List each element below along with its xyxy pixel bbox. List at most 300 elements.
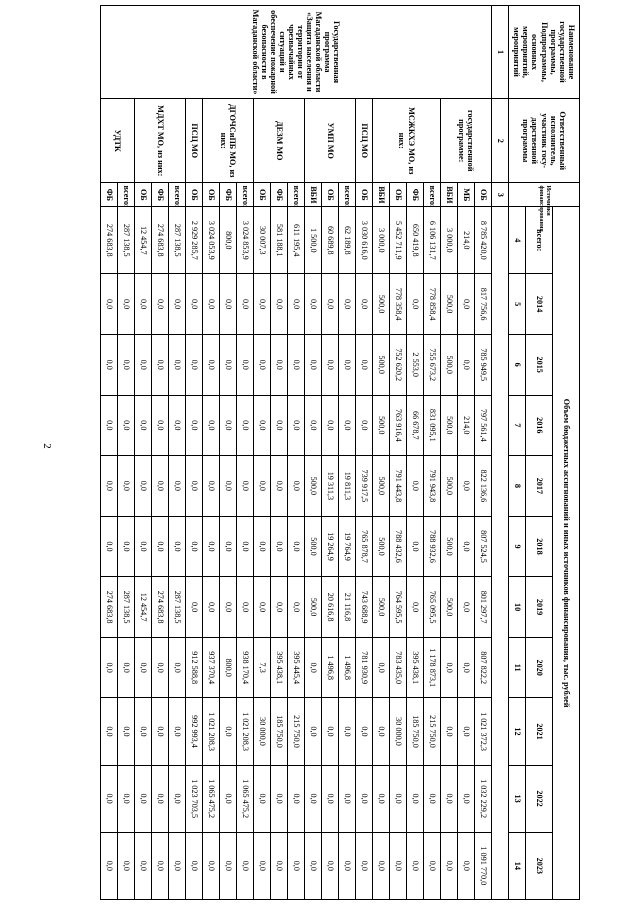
year-value-cell: 1 496,8 — [322, 637, 339, 698]
year-value-cell: 1 023 703,5 — [186, 765, 203, 832]
year-value-cell: 788 432,6 — [390, 516, 407, 577]
year-value-cell: 0,0 — [101, 395, 118, 456]
year-value-cell: 0,0 — [169, 456, 186, 517]
year-value-cell: 0,0 — [288, 456, 305, 517]
year-value-cell: 0,0 — [288, 274, 305, 335]
executor-cell: ПСЦ МО — [356, 99, 373, 183]
year-value-cell: 0,0 — [441, 698, 458, 765]
year-value-cell: 0,0 — [135, 274, 152, 335]
year-value-cell: 0,0 — [135, 516, 152, 577]
table-row — [169, 6, 186, 900]
year-value-cell: 0,0 — [458, 765, 475, 832]
year-value-cell: 0,0 — [407, 577, 424, 638]
year-value-cell: 765 095,5 — [424, 577, 441, 638]
year-value-cell: 1 091 770,0 — [475, 832, 492, 899]
total-cell: 581 188,1 — [271, 207, 288, 274]
year-value-cell: 0,0 — [339, 698, 356, 765]
header-year: 2019 — [526, 577, 553, 638]
year-value-cell: 0,0 — [186, 274, 203, 335]
source-cell: ОБ — [254, 183, 271, 207]
source-cell: всего: — [118, 183, 135, 207]
year-value-cell: 0,0 — [373, 765, 390, 832]
year-value-cell: 0,0 — [407, 274, 424, 335]
year-value-cell: 0,0 — [220, 456, 237, 517]
year-value-cell: 0,0 — [101, 832, 118, 899]
year-value-cell: 500,0 — [373, 395, 390, 456]
year-value-cell: 0,0 — [424, 832, 441, 899]
year-value-cell: 0,0 — [135, 395, 152, 456]
numbering-spacer — [492, 207, 509, 900]
source-cell: ВБИ — [305, 183, 322, 207]
year-value-cell: 0,0 — [441, 637, 458, 698]
year-value-cell: 0,0 — [305, 334, 322, 395]
year-value-cell: 19 311,3 — [322, 456, 339, 517]
year-value-cell: 0,0 — [152, 637, 169, 698]
year-value-cell: 788 932,6 — [424, 516, 441, 577]
year-value-cell: 0,0 — [322, 395, 339, 456]
year-value-cell: 0,0 — [339, 832, 356, 899]
year-value-cell: 1 065 475,2 — [237, 765, 254, 832]
year-value-cell: 0,0 — [237, 456, 254, 517]
year-value-cell: 0,0 — [118, 698, 135, 765]
total-cell: 5 452 711,9 — [390, 207, 407, 274]
year-value-cell: 0,0 — [220, 395, 237, 456]
header-year: 2018 — [526, 516, 553, 577]
year-value-cell: 0,0 — [339, 274, 356, 335]
year-value-cell: 2 553,0 — [407, 334, 424, 395]
year-value-cell: 0,0 — [237, 274, 254, 335]
year-value-cell: 0,0 — [118, 516, 135, 577]
year-value-cell: 500,0 — [441, 274, 458, 335]
total-cell: 3 024 053,9 — [203, 207, 220, 274]
year-value-cell: 500,0 — [373, 274, 390, 335]
table-row — [186, 6, 203, 900]
year-value-cell: 214,0 — [458, 395, 475, 456]
year-value-cell: 0,0 — [118, 456, 135, 517]
year-value-cell: 0,0 — [237, 577, 254, 638]
total-cell: 274 683,8 — [101, 207, 118, 274]
year-value-cell: 0,0 — [152, 516, 169, 577]
year-value-cell: 500,0 — [441, 577, 458, 638]
table-row — [356, 6, 373, 900]
year-value-cell: 500,0 — [373, 577, 390, 638]
executor-cell: государственной программе: — [441, 99, 492, 183]
year-value-cell: 797 561,4 — [475, 395, 492, 456]
year-value-cell: 0,0 — [356, 765, 373, 832]
year-value-cell: 19 811,3 — [339, 456, 356, 517]
year-value-cell: 0,0 — [220, 516, 237, 577]
year-value-cell: 19 264,9 — [322, 516, 339, 577]
year-value-cell: 0,0 — [169, 832, 186, 899]
total-cell: 60 689,8 — [322, 207, 339, 274]
year-value-cell: 0,0 — [118, 832, 135, 899]
year-value-cell: 0,0 — [458, 832, 475, 899]
column-number: 14 — [509, 832, 526, 899]
source-cell: всего: — [237, 183, 254, 207]
total-cell: 214,0 — [458, 207, 475, 274]
source-cell: ОБ — [203, 183, 220, 207]
year-value-cell: 500,0 — [305, 516, 322, 577]
year-value-cell: 0,0 — [288, 516, 305, 577]
year-value-cell: 0,0 — [407, 456, 424, 517]
year-value-cell: 752 620,2 — [390, 334, 407, 395]
year-value-cell: 0,0 — [458, 456, 475, 517]
year-value-cell: 0,0 — [186, 334, 203, 395]
year-value-cell: 0,0 — [458, 698, 475, 765]
table-row — [237, 6, 254, 900]
year-value-cell: 0,0 — [288, 832, 305, 899]
year-value-cell: 0,0 — [339, 334, 356, 395]
source-cell: ФБ — [407, 183, 424, 207]
year-value-cell: 0,0 — [220, 577, 237, 638]
total-cell: 3 030 616,0 — [356, 207, 373, 274]
table-row — [339, 6, 356, 900]
year-value-cell: 791 943,8 — [424, 456, 441, 517]
year-value-cell: 0,0 — [407, 832, 424, 899]
header-name: Наименование государственной программы, Подпрограммы, основных мероприятий, мероприятий — [509, 6, 580, 99]
year-value-cell: 1 178 873,1 — [424, 637, 441, 698]
year-value-cell: 0,0 — [169, 516, 186, 577]
header-executor: Ответственный исполнитель, участник госу-дарственной программы — [509, 99, 580, 183]
year-value-cell: 0,0 — [186, 832, 203, 899]
year-value-cell: 66 678,7 — [407, 395, 424, 456]
header-year: 2023 — [526, 832, 553, 899]
year-value-cell: 0,0 — [339, 395, 356, 456]
year-value-cell: 12 454,7 — [135, 577, 152, 638]
year-value-cell: 20 616,8 — [322, 577, 339, 638]
page-number: 2 — [40, 443, 53, 449]
year-value-cell: 30 000,0 — [254, 698, 271, 765]
source-cell: ВБИ — [373, 183, 390, 207]
table-row — [424, 6, 441, 900]
column-number: 4 — [509, 207, 526, 274]
year-value-cell: 0,0 — [101, 456, 118, 517]
header-source: Источники финансирования — [509, 183, 580, 207]
source-cell: всего: — [424, 183, 441, 207]
year-value-cell: 0,0 — [135, 456, 152, 517]
executor-cell: ПСЦ МО — [186, 99, 203, 183]
year-value-cell: 912 588,8 — [186, 637, 203, 698]
year-value-cell: 807 822,2 — [475, 637, 492, 698]
year-value-cell: 0,0 — [458, 577, 475, 638]
year-value-cell: 0,0 — [424, 765, 441, 832]
executor-cell: УМП МО — [305, 99, 356, 183]
year-value-cell: 1 065 475,2 — [203, 765, 220, 832]
year-value-cell: 992 993,4 — [186, 698, 203, 765]
year-value-cell: 0,0 — [152, 274, 169, 335]
year-value-cell: 0,0 — [339, 765, 356, 832]
year-value-cell: 0,0 — [322, 274, 339, 335]
year-value-cell: 0,0 — [220, 274, 237, 335]
column-number: 5 — [509, 274, 526, 335]
year-value-cell: 0,0 — [254, 577, 271, 638]
year-value-cell: 0,0 — [305, 395, 322, 456]
year-value-cell: 21 116,8 — [339, 577, 356, 638]
year-value-cell: 274 683,8 — [152, 577, 169, 638]
year-value-cell: 0,0 — [220, 698, 237, 765]
year-value-cell: 0,0 — [101, 698, 118, 765]
year-value-cell: 0,0 — [458, 274, 475, 335]
year-value-cell: 500,0 — [305, 577, 322, 638]
year-value-cell: 0,0 — [237, 516, 254, 577]
year-value-cell: 0,0 — [101, 637, 118, 698]
total-cell: 3 024 853,9 — [237, 207, 254, 274]
year-value-cell: 215 750,0 — [288, 698, 305, 765]
total-cell: 2 929 285,7 — [186, 207, 203, 274]
year-value-cell: 0,0 — [169, 637, 186, 698]
year-value-cell: 801 297,7 — [475, 577, 492, 638]
year-value-cell: 0,0 — [135, 832, 152, 899]
column-number: 7 — [509, 395, 526, 456]
column-number: 3 — [492, 183, 509, 207]
year-value-cell: 0,0 — [288, 577, 305, 638]
source-cell: ОБ — [186, 183, 203, 207]
year-value-cell: 0,0 — [152, 456, 169, 517]
year-value-cell: 0,0 — [186, 516, 203, 577]
year-value-cell: 0,0 — [271, 274, 288, 335]
year-value-cell: 807 524,5 — [475, 516, 492, 577]
year-value-cell: 763 916,4 — [390, 395, 407, 456]
executor-cell: УДТК — [101, 99, 135, 183]
year-value-cell: 783 435,0 — [390, 637, 407, 698]
source-cell: ОБ — [390, 183, 407, 207]
year-value-cell: 0,0 — [135, 698, 152, 765]
year-value-cell: 0,0 — [271, 456, 288, 517]
year-value-cell: 0,0 — [101, 765, 118, 832]
year-value-cell: 778 358,4 — [390, 274, 407, 335]
year-value-cell: 500,0 — [305, 456, 322, 517]
year-value-cell: 0,0 — [186, 395, 203, 456]
year-value-cell: 0,0 — [271, 395, 288, 456]
source-cell: МБ — [458, 183, 475, 207]
year-value-cell: 0,0 — [152, 395, 169, 456]
year-value-cell: 0,0 — [135, 765, 152, 832]
year-value-cell: 0,0 — [390, 765, 407, 832]
year-value-cell: 800,0 — [220, 637, 237, 698]
year-value-cell: 937 370,4 — [203, 637, 220, 698]
year-value-cell: 817 756,6 — [475, 274, 492, 335]
source-cell: ВБИ — [441, 183, 458, 207]
year-value-cell: 0,0 — [203, 832, 220, 899]
year-value-cell: 0,0 — [407, 516, 424, 577]
year-value-cell: 822 136,6 — [475, 456, 492, 517]
year-value-cell: 0,0 — [169, 765, 186, 832]
year-value-cell: 274 683,8 — [101, 577, 118, 638]
year-value-cell: 30 000,0 — [390, 698, 407, 765]
year-value-cell: 0,0 — [169, 698, 186, 765]
executor-cell: ДЕЗМ МО — [254, 99, 305, 183]
year-value-cell: 1 496,8 — [339, 637, 356, 698]
executor-cell: ДГОЧСиПБ МО, из них: — [203, 99, 254, 183]
total-cell: 1 500,0 — [305, 207, 322, 274]
year-value-cell: 0,0 — [186, 456, 203, 517]
year-value-cell: 0,0 — [458, 516, 475, 577]
year-value-cell: 0,0 — [203, 334, 220, 395]
year-value-cell: 791 443,8 — [390, 456, 407, 517]
year-value-cell: 0,0 — [288, 395, 305, 456]
year-value-cell: 785 949,5 — [475, 334, 492, 395]
column-number: 11 — [509, 637, 526, 698]
total-cell: 12 454,7 — [135, 207, 152, 274]
total-cell: 62 189,8 — [339, 207, 356, 274]
year-value-cell: 0,0 — [169, 395, 186, 456]
total-cell: 650 419,8 — [407, 207, 424, 274]
year-value-cell: 0,0 — [254, 516, 271, 577]
year-value-cell: 0,0 — [220, 334, 237, 395]
year-value-cell: 0,0 — [135, 637, 152, 698]
year-value-cell: 0,0 — [169, 334, 186, 395]
header-year: 2022 — [526, 765, 553, 832]
year-value-cell: 0,0 — [441, 765, 458, 832]
header-year: 2016 — [526, 395, 553, 456]
year-value-cell: 0,0 — [237, 832, 254, 899]
source-cell: ФБ — [220, 183, 237, 207]
column-number: 6 — [509, 334, 526, 395]
year-value-cell: 0,0 — [203, 577, 220, 638]
year-value-cell: 0,0 — [203, 456, 220, 517]
source-cell: всего: — [288, 183, 305, 207]
column-number: 9 — [509, 516, 526, 577]
column-number: 12 — [509, 698, 526, 765]
year-value-cell: 500,0 — [441, 516, 458, 577]
year-value-cell: 0,0 — [152, 334, 169, 395]
year-value-cell: 743 688,9 — [356, 577, 373, 638]
year-value-cell: 0,0 — [101, 274, 118, 335]
year-value-cell: 0,0 — [118, 395, 135, 456]
year-value-cell: 185 750,0 — [407, 698, 424, 765]
year-value-cell: 500,0 — [441, 334, 458, 395]
year-value-cell: 0,0 — [118, 334, 135, 395]
source-cell: всего: — [339, 183, 356, 207]
year-value-cell: 0,0 — [356, 334, 373, 395]
year-value-cell: 0,0 — [220, 832, 237, 899]
year-value-cell: 500,0 — [441, 395, 458, 456]
header-budget: Объем бюджетных ассигнований и иных источников финансирования, тыс. рублей — [553, 207, 580, 900]
year-value-cell: 0,0 — [118, 274, 135, 335]
header-year: 2017 — [526, 456, 553, 517]
year-value-cell: 0,0 — [101, 334, 118, 395]
year-value-cell: 0,0 — [373, 637, 390, 698]
year-value-cell: 0,0 — [305, 698, 322, 765]
year-value-cell: 0,0 — [254, 395, 271, 456]
year-value-cell: 764 595,5 — [390, 577, 407, 638]
executor-cell: МДХТ МО, из них: — [135, 99, 186, 183]
year-value-cell: 0,0 — [305, 637, 322, 698]
year-value-cell: 778 858,4 — [424, 274, 441, 335]
year-value-cell: 395 438,1 — [271, 637, 288, 698]
year-value-cell: 0,0 — [203, 274, 220, 335]
column-number: 13 — [509, 765, 526, 832]
year-value-cell: 0,0 — [356, 698, 373, 765]
year-value-cell: 215 750,0 — [424, 698, 441, 765]
year-value-cell: 781 930,9 — [356, 637, 373, 698]
header-year: 2015 — [526, 334, 553, 395]
year-value-cell: 0,0 — [288, 334, 305, 395]
year-value-cell: 395 445,4 — [288, 637, 305, 698]
year-value-cell: 0,0 — [288, 765, 305, 832]
total-cell: 800,0 — [220, 207, 237, 274]
source-cell: ОБ — [475, 183, 492, 207]
year-value-cell: 500,0 — [373, 516, 390, 577]
year-value-cell: 0,0 — [390, 832, 407, 899]
total-cell: 274 683,8 — [152, 207, 169, 274]
year-value-cell: 1 032 229,2 — [475, 765, 492, 832]
year-value-cell: 0,0 — [118, 765, 135, 832]
year-value-cell: 0,0 — [458, 334, 475, 395]
year-value-cell: 755 673,2 — [424, 334, 441, 395]
total-cell: 6 106 131,7 — [424, 207, 441, 274]
year-value-cell: 0,0 — [271, 832, 288, 899]
year-value-cell: 0,0 — [254, 765, 271, 832]
year-value-cell: 739 917,5 — [356, 456, 373, 517]
year-value-cell: 0,0 — [118, 637, 135, 698]
year-value-cell: 287 138,5 — [118, 577, 135, 638]
program-name: Государственная программа Магаданской области «Защита населения и территории от чрезвычайных ситуаций и обеспечение пожарной безопасности в Магаданской области» — [101, 6, 492, 99]
year-value-cell: 500,0 — [441, 456, 458, 517]
year-value-cell: 0,0 — [322, 765, 339, 832]
year-value-cell: 1 021 208,3 — [203, 698, 220, 765]
year-value-cell: 0,0 — [441, 832, 458, 899]
column-number: 2 — [492, 99, 509, 183]
header-year: 2021 — [526, 698, 553, 765]
year-value-cell: 0,0 — [254, 456, 271, 517]
executor-cell: МСЖКХЭ МО, из них: — [373, 99, 441, 183]
column-number: 10 — [509, 577, 526, 638]
source-cell: всего: — [169, 183, 186, 207]
year-value-cell: 0,0 — [271, 765, 288, 832]
year-value-cell: 0,0 — [373, 832, 390, 899]
year-value-cell: 19 764,9 — [339, 516, 356, 577]
total-cell: 287 138,5 — [118, 207, 135, 274]
year-value-cell: 831 095,1 — [424, 395, 441, 456]
year-value-cell: 0,0 — [305, 832, 322, 899]
total-cell: 8 785 420,0 — [475, 207, 492, 274]
year-value-cell: 0,0 — [254, 334, 271, 395]
table-row — [475, 6, 492, 900]
year-value-cell: 0,0 — [101, 516, 118, 577]
year-value-cell: 1 021 372,3 — [475, 698, 492, 765]
year-value-cell: 0,0 — [152, 832, 169, 899]
year-value-cell: 0,0 — [169, 274, 186, 335]
year-value-cell: 185 750,0 — [271, 698, 288, 765]
total-cell: 287 138,5 — [169, 207, 186, 274]
header-total: всего: — [526, 207, 553, 274]
year-value-cell: 0,0 — [305, 765, 322, 832]
year-value-cell: 0,0 — [305, 274, 322, 335]
year-value-cell: 395 438,1 — [407, 637, 424, 698]
source-cell: ОБ — [135, 183, 152, 207]
year-value-cell: 0,0 — [254, 274, 271, 335]
year-value-cell: 0,0 — [271, 334, 288, 395]
year-value-cell: 7,3 — [254, 637, 271, 698]
year-value-cell: 0,0 — [373, 698, 390, 765]
year-value-cell: 1 021 208,3 — [237, 698, 254, 765]
source-cell: ФБ — [271, 183, 288, 207]
year-value-cell: 0,0 — [237, 334, 254, 395]
year-value-cell: 0,0 — [220, 765, 237, 832]
source-cell: ФБ — [152, 183, 169, 207]
year-value-cell: 500,0 — [373, 456, 390, 517]
table-row — [288, 6, 305, 900]
year-value-cell: 0,0 — [186, 577, 203, 638]
year-value-cell: 0,0 — [322, 832, 339, 899]
year-value-cell: 0,0 — [322, 698, 339, 765]
column-number: 8 — [509, 456, 526, 517]
column-number: 1 — [492, 6, 509, 99]
header-year: 2020 — [526, 637, 553, 698]
year-value-cell: 0,0 — [356, 832, 373, 899]
year-value-cell: 765 878,7 — [356, 516, 373, 577]
